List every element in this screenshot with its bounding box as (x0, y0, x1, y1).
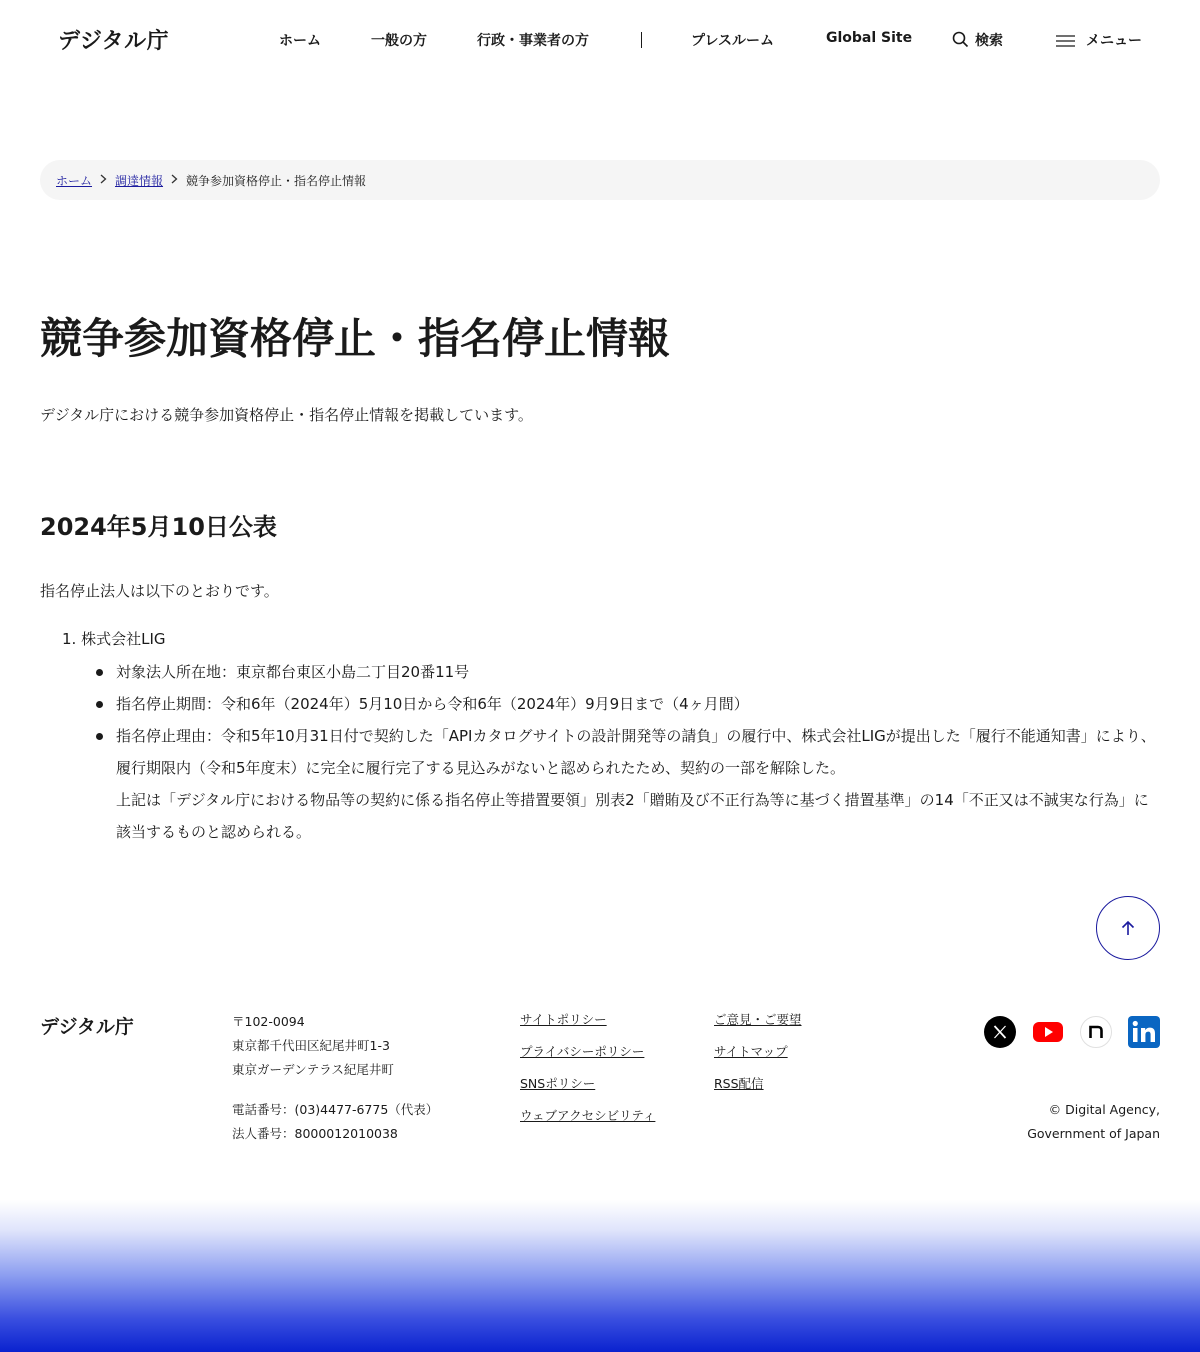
nav-global-site[interactable]: Global Site (826, 30, 913, 46)
footer-logo[interactable]: デジタル庁 (40, 1016, 134, 1038)
detail-list (96, 656, 1156, 848)
linkedin-icon[interactable] (1128, 1016, 1160, 1048)
back-to-top-button[interactable] (1096, 896, 1160, 960)
copyright (1027, 1098, 1160, 1146)
detail-address: 対象法人所在地：東京都台東区小島二丁目20番11号 (96, 656, 1156, 688)
breadcrumb-home[interactable]: ホーム (56, 173, 93, 188)
global-nav (0, 30, 1200, 50)
search-button[interactable] (952, 30, 1003, 50)
footer-link-sitemap[interactable]: サイトマップ (714, 1044, 788, 1059)
footer-link-accessibility[interactable]: ウェブアクセシビリティ (520, 1108, 656, 1123)
phone-number: 電話番号：(03)4477-6775（代表） (232, 1102, 439, 1117)
chevron-right-icon (100, 173, 107, 187)
footer-links-col-1 (520, 1010, 655, 1138)
footer-link-site-policy[interactable]: サイトポリシー (520, 1012, 607, 1027)
site-header (0, 0, 1200, 80)
footer-link-privacy-policy[interactable]: プライバシーポリシー (520, 1044, 645, 1059)
detail-reason (96, 720, 1156, 848)
address-line-1: 東京都千代田区紀尾井町1-3 (232, 1038, 390, 1053)
address-line-2: 東京ガーデンテラス紀尾井町 (232, 1062, 394, 1077)
footer-link-feedback[interactable]: ご意見・ご要望 (714, 1012, 802, 1027)
nav-press[interactable]: プレスルーム (691, 33, 775, 49)
detail-reason-note: 上記は「デジタル庁における物品等の契約に係る指名停止等措置要領」別表2「贈賄及び不正行為等に基づく措置基準」の14「不正又は不誠実な行為」に該当するものと認められる。 (116, 791, 1149, 841)
site-logo[interactable]: デジタル庁 (58, 29, 170, 54)
copyright-line-1: © Digital Agency, (1048, 1102, 1160, 1117)
copyright-line-2: Government of Japan (1027, 1126, 1160, 1141)
nav-home[interactable]: ホーム (279, 33, 321, 49)
corporate-number: 法人番号：8000012010038 (232, 1126, 398, 1141)
section-intro: 指名停止法人は以下のとおりです。 (40, 582, 279, 600)
nav-general[interactable]: 一般の方 (371, 33, 427, 49)
arrow-up-icon (1120, 920, 1136, 936)
nav-divider (641, 32, 642, 48)
footer-address (232, 1010, 438, 1146)
footer-link-rss[interactable]: RSS配信 (714, 1076, 764, 1091)
hamburger-icon (1056, 34, 1075, 48)
ordered-list-item (62, 628, 166, 649)
footer-links-col-2 (714, 1010, 802, 1106)
postal-code: 〒102-0094 (232, 1014, 305, 1029)
page-lead: デジタル庁における競争参加資格停止・指名停止情報を掲載しています。 (40, 406, 533, 424)
menu-button[interactable] (1056, 30, 1142, 50)
section-title: 2024年5月10日公表 (40, 513, 277, 541)
footer-gradient-band (0, 1200, 1200, 1352)
company-name: 株式会社LIG (81, 630, 166, 648)
menu-label: メニュー (1086, 33, 1142, 49)
page-title: 競争参加資格停止・指名停止情報 (40, 314, 671, 363)
detail-reason-text: 指名停止理由：令和5年10月31日付で契約した「APIカタログサイトの設計開発等の請負」の履行中、株式会社LIGが提出した「履行不能通知書」により、履行期限内（令和5年度末）に完全に履行完了する見込みがないと認められたため、契約の一部を解除した。 (116, 727, 1156, 777)
search-icon (952, 31, 969, 48)
chevron-right-icon (171, 173, 178, 187)
search-label: 検索 (975, 33, 1003, 49)
breadcrumb (40, 160, 1160, 200)
breadcrumb-current: 競争参加資格停止・指名停止情報 (186, 173, 367, 188)
youtube-icon[interactable] (1032, 1016, 1064, 1048)
footer-link-sns-policy[interactable]: SNSポリシー (520, 1076, 596, 1091)
nav-admin[interactable]: 行政・事業者の方 (477, 33, 589, 49)
list-number: 1. (62, 630, 77, 648)
note-icon[interactable] (1080, 1016, 1112, 1048)
detail-period: 指名停止期間：令和6年（2024年）5月10日から令和6年（2024年）9月9日まで（4ヶ月間） (96, 688, 1156, 720)
breadcrumb-procurement[interactable]: 調達情報 (115, 173, 164, 188)
x-twitter-icon[interactable] (984, 1016, 1016, 1048)
